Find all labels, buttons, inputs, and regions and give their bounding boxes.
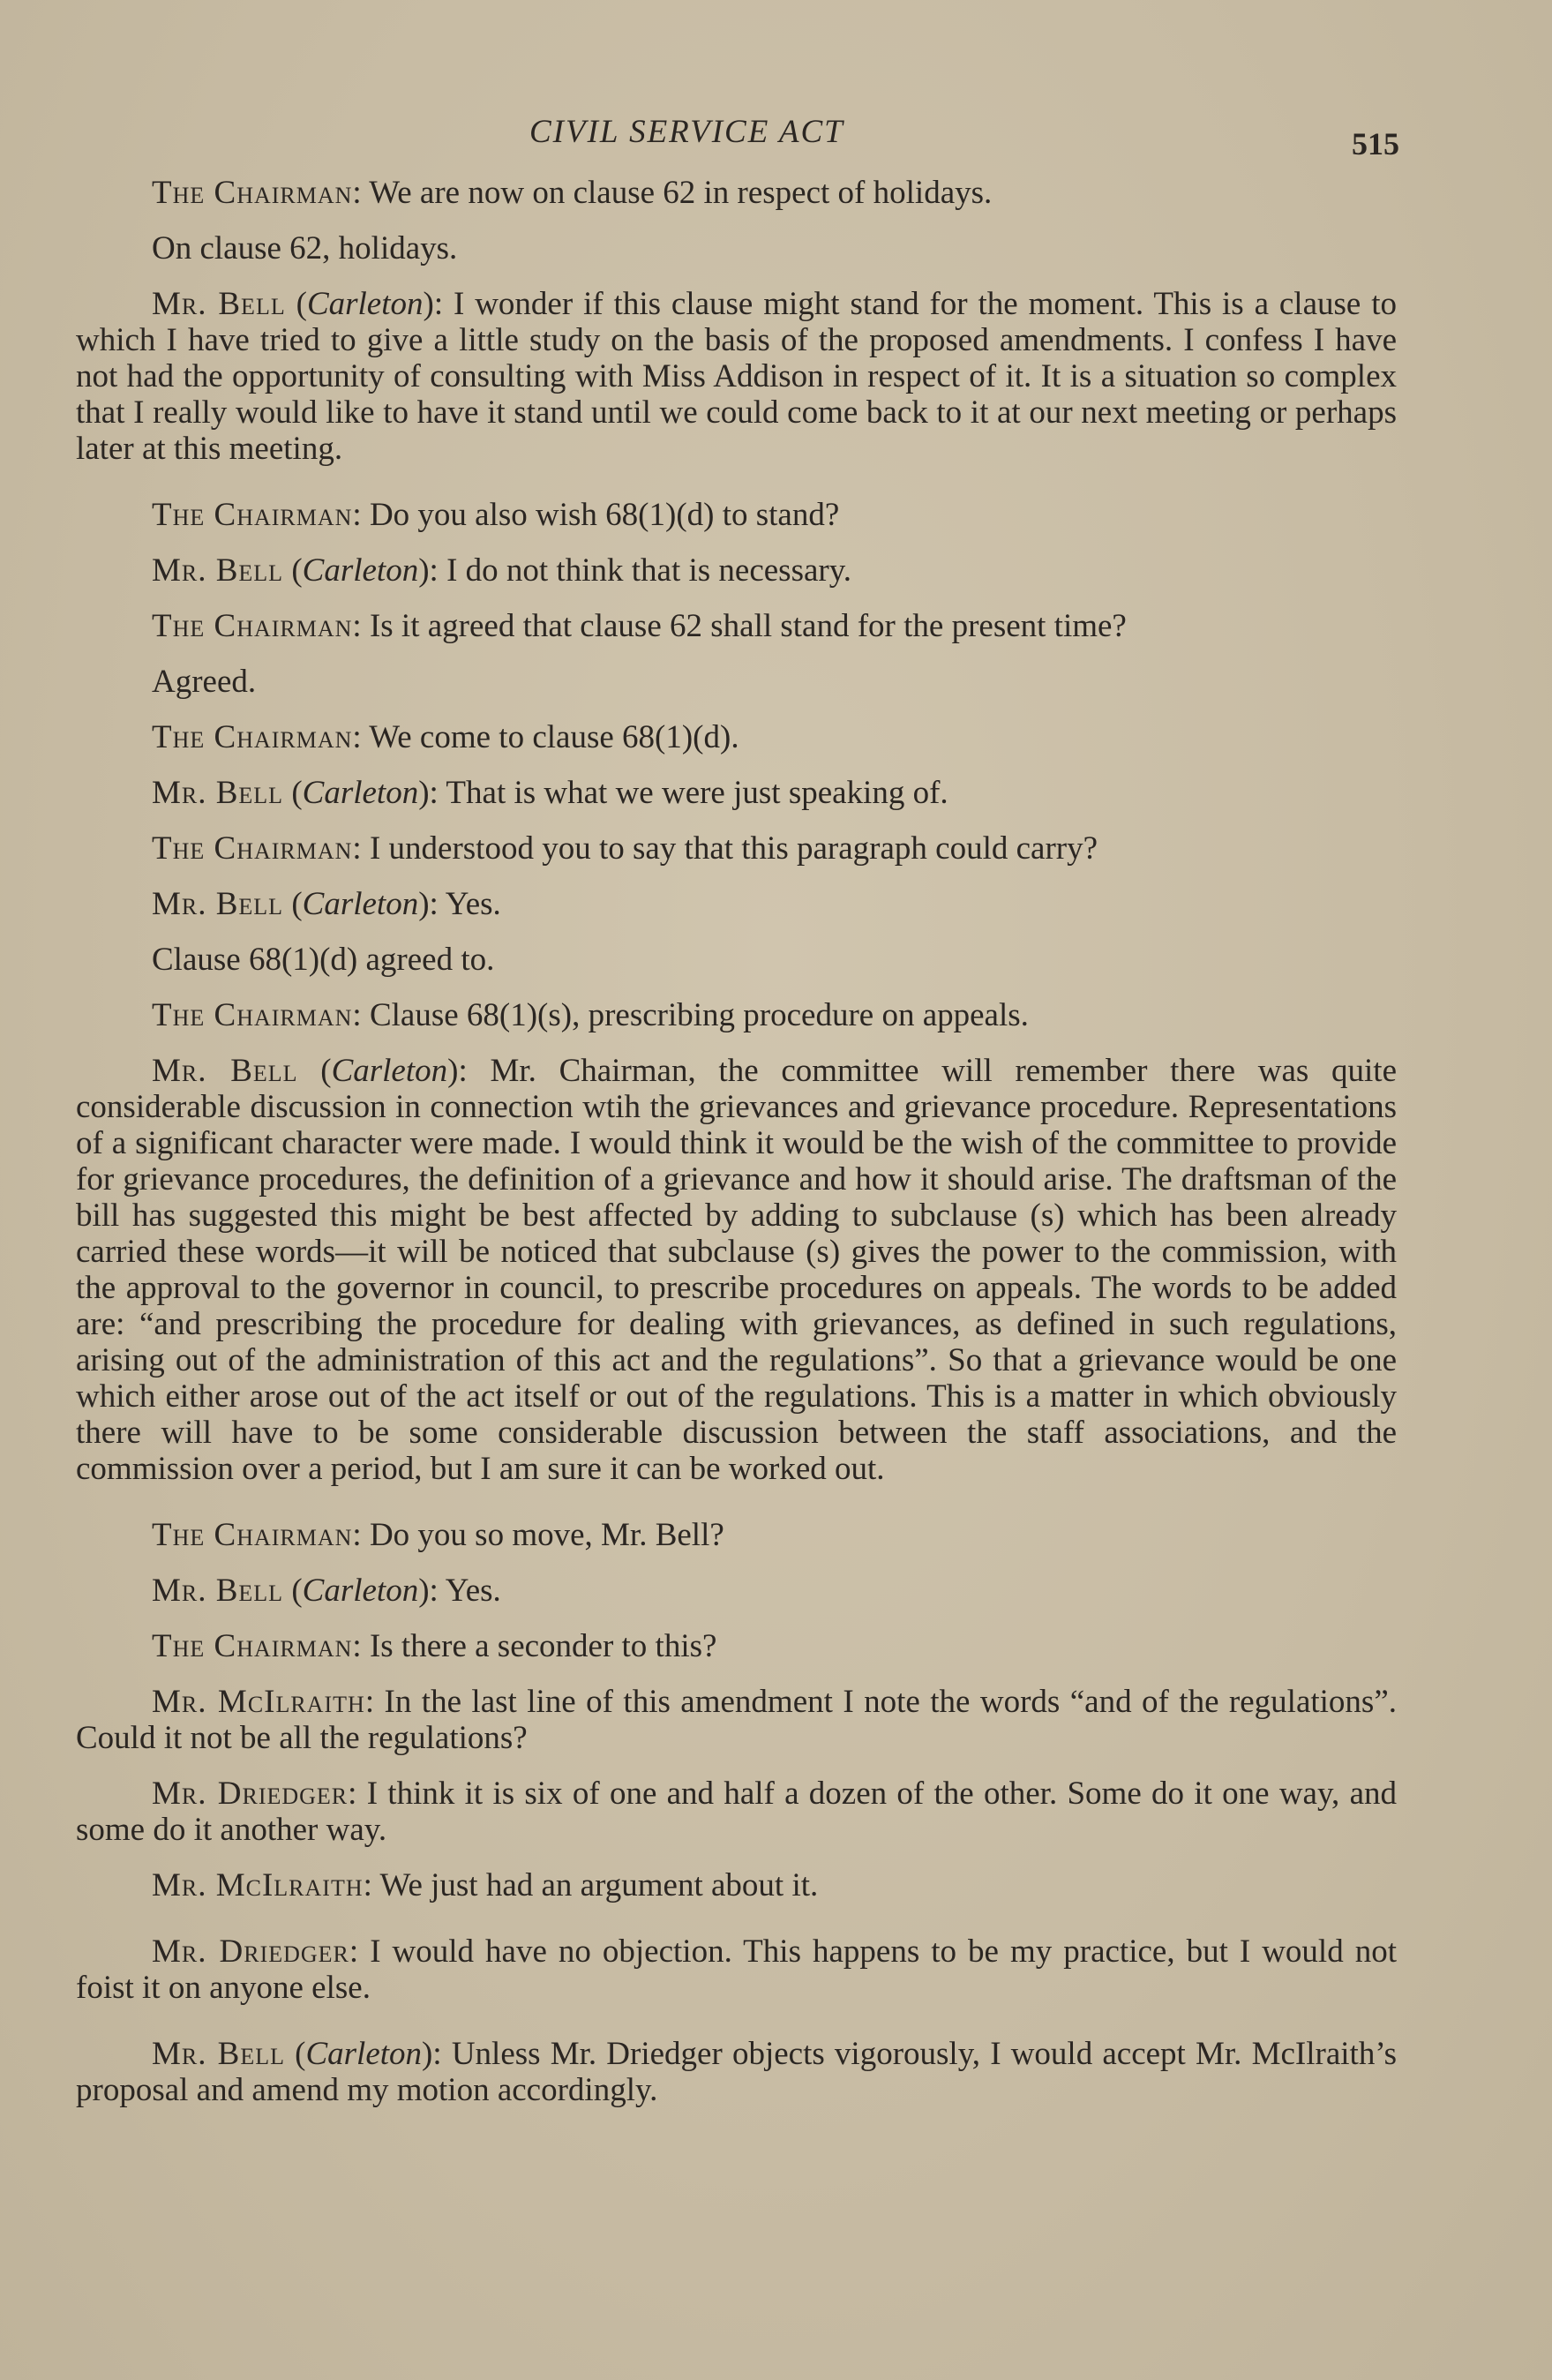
paragraph-text: Mr. Chairman, the committee will remember there was quite considerable discussion in connection wtih the grievances and grievance procedure. Representations of a significant character were made. I would think it would be the wish of the committee to provide for grievance procedures, the definition of a grievance and how it should arise. The draftsman of the bill has suggested this might be best affected by adding to subclause (s) which has been already carried these words—it will be noticed that subclause (s) gives the power to the commission, with the approval to the governor in council, to prescribe procedures on appeals. The words to be added are: “and prescribing the procedure for dealing with grievances, as defined in such regulations, arising out of the administration of this act and the regulations”. So that a grievance would be one which either arose out of the act itself or out of the regulations. This is a matter in which obviously there will have to be some considerable discussion between the staff associations, and the commission over a period, but I am sure it can be worked out. — [76, 1053, 1398, 1487]
transcript-paragraph: Mr. Bell (Carleton): I wonder if this clause might stand for the moment. This is a clause to which I have tried to give a little study on the basis of the proposed amendments. I confess I have not had the opportunity of consulting with Miss Addison in respect of it. It is a situation so complex that I really would like to have it stand until we could come back to it at our next meeting or perhaps later at this meeting. — [76, 286, 1397, 467]
transcript-paragraph: Mr. McIlraith: We just had an argument about it. — [152, 1867, 819, 1903]
paragraph-text: We just had an argument about it. — [379, 1867, 819, 1903]
paragraph-text: I would have no objection. This happens to be my practice, but I would not foist it on anyone else. — [76, 1933, 1398, 2006]
speaker-riding: Carleton — [302, 886, 419, 922]
speaker-name: The Chairman — [152, 608, 353, 644]
transcript-paragraph: The Chairman: Do you so move, Mr. Bell? — [152, 1517, 724, 1553]
running-head — [0, 113, 1465, 161]
transcript-paragraph — [76, 664, 1397, 700]
speaker-name: Mr. Bell — [152, 552, 284, 589]
transcript-paragraph: Mr. McIlraith: In the last line of this amendment I note the words “and of the regulations”. Could it not be all the regulations? — [76, 1684, 1397, 1756]
paragraph-text: I think it is six of one and half a dozen of the other. Some do it one way, and some do it another way. — [76, 1776, 1398, 1848]
paragraph-text: Is there a seconder to this? — [369, 1628, 717, 1664]
paragraph-text: On clause 62, holidays. — [152, 230, 458, 267]
transcript-paragraph: Mr. Bell (Carleton): Unless Mr. Driedger objects vigorously, I would accept Mr. McIlraith’s proposal and amend my motion accordingly. — [76, 2036, 1397, 2108]
transcript-paragraph: Mr. Driedger: I think it is six of one and half a dozen of the other. Some do it one way, and some do it another way. — [76, 1776, 1398, 1848]
paragraph-text: In the last line of this amendment I note the words “and of the regulations”. Could it not be all the regulations? — [76, 1684, 1397, 1756]
paragraph-text: Do you also wish 68(1)(d) to stand? — [369, 497, 840, 533]
speaker-riding: Carleton — [302, 1573, 419, 1609]
paragraph-text: Agreed. — [152, 664, 257, 700]
transcript-paragraph: The Chairman: We are now on clause 62 in respect of holidays. — [152, 175, 993, 211]
speaker-name: The Chairman — [152, 1628, 353, 1664]
transcript-paragraph — [76, 942, 1397, 978]
paragraph-text: Clause 68(1)(s), prescribing procedure on appeals. — [369, 997, 1029, 1033]
transcript-paragraph: The Chairman: Clause 68(1)(s), prescribing procedure on appeals. — [152, 997, 1029, 1033]
speaker-name: Mr. Bell — [152, 1573, 284, 1609]
transcript-paragraph: Mr. Driedger: I would have no objection. This happens to be my practice, but I would not foist it on anyone else. — [76, 1933, 1398, 2006]
paragraph-text: Yes. — [445, 886, 501, 922]
speaker-name: The Chairman — [152, 175, 353, 211]
speaker-name: Mr. Bell — [152, 1053, 298, 1089]
paragraph-text: Unless Mr. Driedger objects vigorously, I would accept Mr. McIlraith’s proposal and amend my motion accordingly. — [76, 2036, 1397, 2108]
speaker-name: The Chairman — [152, 830, 353, 867]
transcript-paragraph: Mr. Bell (Carleton): Mr. Chairman, the committee will remember there was quite considerable discussion in connection wtih the grievances and grievance procedure. Representations of a significant character were made. I would think it would be the wish of the committee to provide for grievance procedures, the definition of a grievance and how it should arise. The draftsman of the bill has suggested this might be best affected by adding to subclause (s) which has been already carried these words—it will be noticed that subclause (s) gives the power to the commission, with the approval to the governor in council, to prescribe procedures on appeals. The words to be added are: “and prescribing the procedure for dealing with grievances, as defined in such regulations, arising out of the administration of this act and the regulations”. So that a grievance would be one which either arose out of the act itself or out of the regulations. This is a matter in which obviously there will have to be some considerable discussion between the staff associations, and the commission over a period, but I am sure it can be worked out. — [76, 1053, 1398, 1487]
paragraph-text: Do you so move, Mr. Bell? — [369, 1517, 724, 1553]
transcript-paragraph: Mr. Bell (Carleton): Yes. — [152, 886, 501, 922]
transcript-body — [76, 175, 1397, 2128]
transcript-paragraph: Mr. Bell (Carleton): That is what we were just speaking of. — [152, 775, 948, 811]
speaker-name: Mr. McIlraith — [152, 1684, 365, 1720]
paragraph-text: I wonder if this clause might stand for the moment. This is a clause to which I have tried to give a little study on the basis of the proposed amendments. I confess I have not had the opportunity of consulting with Miss Addison in respect of it. It is a situation so complex that I really would like to have it stand until we could come back to it at our next meeting or perhaps later at this meeting. — [76, 286, 1397, 467]
speaker-name: Mr. Bell — [152, 286, 286, 322]
speaker-riding: Carleton — [305, 2036, 423, 2072]
speaker-name: The Chairman — [152, 1517, 353, 1553]
paragraph-text: Clause 68(1)(d) agreed to. — [152, 942, 495, 978]
speaker-name: The Chairman — [152, 997, 353, 1033]
running-head-title: CIVIL SERVICE ACT — [529, 114, 844, 150]
speaker-riding: Carleton — [302, 552, 419, 589]
transcript-paragraph: The Chairman: We come to clause 68(1)(d). — [152, 719, 739, 755]
paragraph-text: I understood you to say that this paragraph could carry? — [369, 830, 1098, 867]
transcript-paragraph — [76, 230, 1397, 267]
page-number: 515 — [1352, 126, 1399, 161]
speaker-name: Mr. McIlraith — [152, 1867, 364, 1903]
speaker-name: Mr. Driedger — [152, 1933, 349, 1970]
transcript-paragraph: The Chairman: Is it agreed that clause 62 shall stand for the present time? — [152, 608, 1127, 644]
paragraph-text: We come to clause 68(1)(d). — [369, 719, 739, 755]
speaker-riding: Carleton — [302, 775, 419, 811]
speaker-name: The Chairman — [152, 497, 353, 533]
speaker-name: The Chairman — [152, 719, 353, 755]
speaker-riding: Carleton — [306, 286, 424, 322]
transcript-paragraph: The Chairman: Is there a seconder to this? — [152, 1628, 717, 1664]
speaker-riding: Carleton — [331, 1053, 448, 1089]
paragraph-text: I do not think that is necessary. — [446, 552, 852, 589]
transcript-paragraph: The Chairman: I understood you to say that this paragraph could carry? — [152, 830, 1098, 867]
speaker-name: Mr. Bell — [152, 886, 284, 922]
transcript-paragraph: Mr. Bell (Carleton): I do not think that is necessary. — [152, 552, 852, 589]
speaker-name: Mr. Bell — [152, 775, 284, 811]
transcript-paragraph: The Chairman: Do you also wish 68(1)(d) to stand? — [152, 497, 840, 533]
paragraph-text: Yes. — [445, 1573, 501, 1609]
paragraph-text: We are now on clause 62 in respect of holidays. — [369, 175, 993, 211]
speaker-name: Mr. Bell — [152, 2036, 285, 2072]
speaker-name: Mr. Driedger — [152, 1776, 349, 1812]
paragraph-text: Is it agreed that clause 62 shall stand for the present time? — [369, 608, 1127, 644]
paragraph-text: That is what we were just speaking of. — [446, 775, 948, 811]
transcript-paragraph: Mr. Bell (Carleton): Yes. — [152, 1573, 501, 1609]
